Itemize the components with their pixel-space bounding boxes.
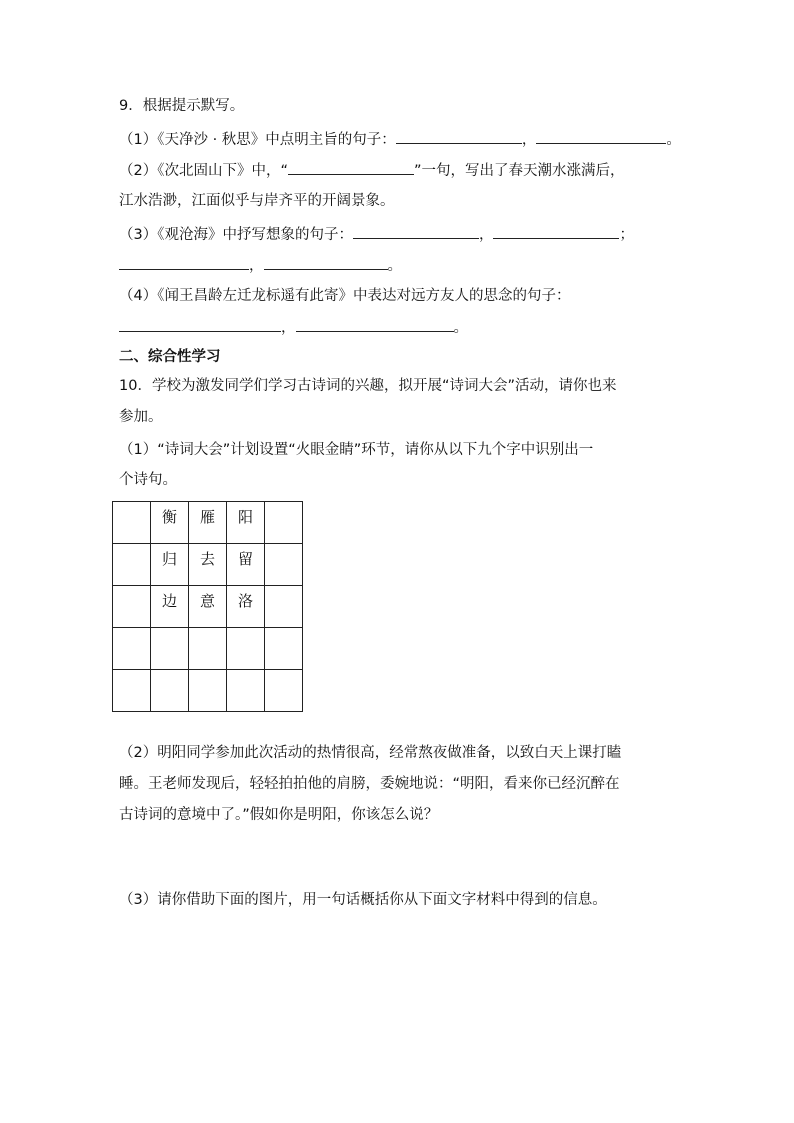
grid-cell <box>227 586 265 628</box>
grid-cell <box>113 670 151 712</box>
grid-cell <box>151 670 189 712</box>
q9-sub1 <box>119 129 681 150</box>
q9-sub4-line2 <box>119 317 468 338</box>
grid-cell <box>189 544 227 586</box>
q9-sub2-prefix: （2）《次北固山下》中，“ <box>119 163 288 179</box>
grid-cell <box>265 544 303 586</box>
grid-cell <box>265 502 303 544</box>
answer-blank[interactable] <box>296 317 454 332</box>
grid-cell <box>151 586 189 628</box>
grid-cell-char: 衡 <box>161 508 177 526</box>
grid-cell <box>151 502 189 544</box>
q9-sub1-sep: ， <box>521 132 537 148</box>
grid-row <box>113 586 303 628</box>
grid-cell-char: 雁 <box>199 508 215 526</box>
answer-blank[interactable] <box>288 160 414 175</box>
grid-cell <box>151 628 189 670</box>
q10-part2-line3: 古诗词的意境中了。”假如你是明阳，你该怎么说？ <box>119 807 439 823</box>
grid-cell <box>113 586 151 628</box>
grid-cell <box>227 544 265 586</box>
q9-sub3 <box>119 224 634 245</box>
q10-line2: 参加。 <box>119 409 163 425</box>
grid-cell-char: 意 <box>199 592 215 610</box>
grid-cell <box>113 544 151 586</box>
grid-cell <box>265 586 303 628</box>
grid-cell <box>151 544 189 586</box>
grid-cell <box>189 586 227 628</box>
grid-cell <box>227 670 265 712</box>
q10-part2-line2: 睡。王老师发现后，轻轻拍拍他的肩膀，委婉地说：“明阳，看来你已经沉醉在 <box>119 776 620 792</box>
grid-cell <box>113 502 151 544</box>
grid-row <box>113 628 303 670</box>
q9-title: 9．根据提示默写。 <box>119 98 245 114</box>
q10-part3-line1: （3）请你借助下面的图片，用一句话概括你从下面文字材料中得到的信息。 <box>119 892 607 908</box>
q9-sub3-end2: 。 <box>387 258 402 274</box>
grid-row <box>113 502 303 544</box>
q9-sub4-sep: ， <box>281 320 296 336</box>
grid-cell-char: 洛 <box>237 592 253 610</box>
q9-sub3-sep: ， <box>478 227 494 243</box>
q9-sub3-sep2: ， <box>249 258 264 274</box>
grid-cell <box>265 670 303 712</box>
q9-sub2-suffix: ”一句，写出了春天潮水涨满后， <box>414 163 625 179</box>
answer-blank[interactable] <box>119 255 249 270</box>
grid-row <box>113 544 303 586</box>
answer-blank[interactable] <box>119 317 281 332</box>
grid-cell <box>189 670 227 712</box>
grid-cell <box>227 502 265 544</box>
grid-cell-char: 去 <box>199 550 215 568</box>
q10-line1: 10．学校为激发同学们学习古诗词的兴趣，拟开展“诗词大会”活动，请你也来 <box>119 378 617 394</box>
character-grid <box>112 501 303 712</box>
q9-sub2-line2: 江水浩渺，江面似乎与岸齐平的开阔景象。 <box>119 193 395 209</box>
section-title: 二、综合性学习 <box>119 349 221 365</box>
q9-sub3-end: ； <box>619 227 634 243</box>
q9-sub1-end: 。 <box>666 132 681 148</box>
answer-blank[interactable] <box>264 255 388 270</box>
q10-part1-line1: （1）“诗词大会”计划设置“火眼金睛”环节，请你从以下九个字中识别出一 <box>119 442 594 458</box>
grid-cell <box>189 502 227 544</box>
grid-cell <box>265 628 303 670</box>
grid-row <box>113 670 303 712</box>
answer-blank[interactable] <box>353 224 479 239</box>
grid-cell-char: 归 <box>161 550 177 568</box>
q9-sub3-text: （3）《观沧海》中抒写想象的句子： <box>119 227 353 243</box>
grid-cell <box>227 628 265 670</box>
q9-sub1-text: （1）《天净沙 · 秋思》中点明主旨的句子： <box>119 132 396 148</box>
q9-sub4-end: 。 <box>453 320 468 336</box>
q9-sub4: （4）《闻王昌龄左迁龙标遥有此寄》中表达对远方友人的思念的句子： <box>119 288 571 304</box>
q9-sub3-line2 <box>119 255 402 276</box>
grid-cell-char: 留 <box>237 550 253 568</box>
q10-part1-line2: 个诗句。 <box>119 472 177 488</box>
grid-cell-char: 边 <box>161 592 177 610</box>
answer-blank[interactable] <box>396 129 522 144</box>
answer-blank[interactable] <box>493 224 619 239</box>
q10-part2-line1: （2）明阳同学参加此次活动的热情很高，经常熬夜做准备，以致白天上课打瞌 <box>119 745 622 761</box>
q9-sub2 <box>119 160 625 181</box>
grid-cell <box>113 628 151 670</box>
grid-cell-char: 阳 <box>237 508 253 526</box>
grid-cell <box>189 628 227 670</box>
answer-blank[interactable] <box>536 129 666 144</box>
